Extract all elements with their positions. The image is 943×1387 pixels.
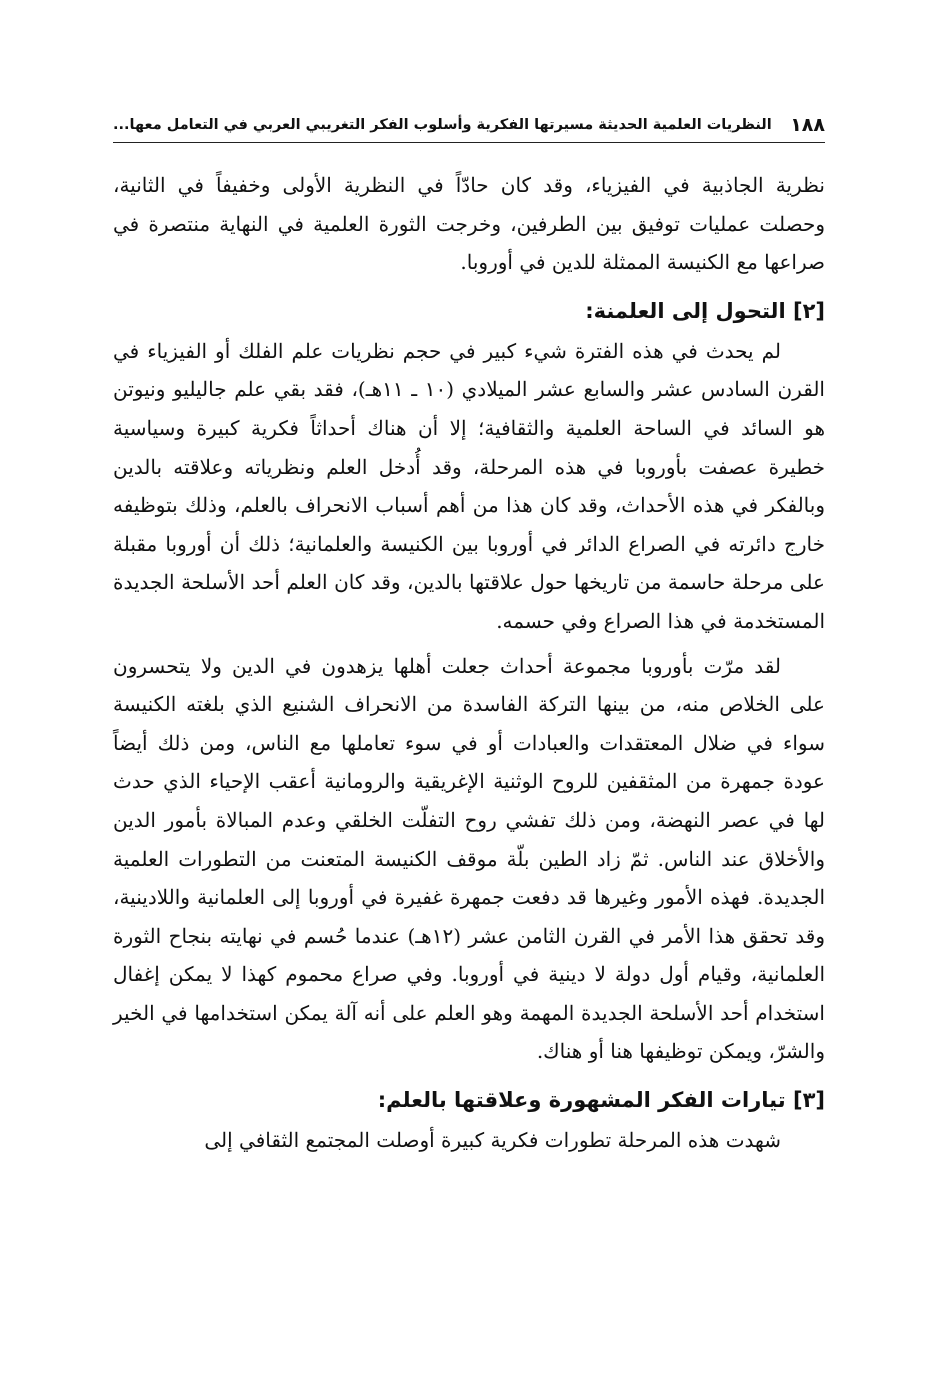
page-number: ١٨٨ [790, 114, 825, 136]
body-text [113, 166, 825, 1160]
intro-paragraph: نظرية الجاذبية في الفيزياء، وقد كان حادّاً في النظرية الأولى وخفيفاً في الثانية، وحصلت عمليات توفيق بين الطرفين، وخرجت الثورة العلمية في النهاية منتصرة في صراعها مع الكنيسة الممثلة للدين في أوروبا. [113, 173, 825, 275]
section-2-paragraph-1: لم يحدث في هذه الفترة شيء كبير في حجم نظريات علم الفلك أو الفيزياء في القرن السادس عشر والسابع عشر الميلادي (١٠ ـ ١١هـ)، فقد بقي علم جاليليو ونيوتن هو السائد في الساحة العلمية والثقافية؛ إلا أن هناك أحداثاً فكرية كبيرة وسياسية خطيرة عصفت بأوروبا في هذه المرحلة، وقد أُدخل العلم ونظرياته وعلاقته بالدين وبالفكر في هذه الأحداث، وقد كان هذا من أهم أسباب الانحراف بالعلم، وذلك بتوظيفه خارج دائرته في الصراع الدائر في أوروبا بين الكنيسة والعلمانية؛ ذلك أن أوروبا مقبلة على مرحلة حاسمة من تاريخها حول علاقتها بالدين، وقد كان العلم أحد الأسلحة الجديدة المستخدمة في هذا الصراع وفي حسمه. [113, 338, 825, 633]
section-3-paragraph-1: شهدت هذه المرحلة تطورات فكرية كبيرة أوصلت المجتمع الثقافي إلى [204, 1128, 781, 1153]
section-2-paragraph-2: لقد مرّت بأوروبا مجموعة أحداث جعلت أهلها يزهدون في الدين ولا يتحسرون على الخلاص منه، من بينها التركة الفاسدة من الانحراف الشنيع الذي بلغته الكنيسة سواء في ضلال المعتقدات والعبادات أو في سوء تعاملها مع الناس، ومن ذلك أيضاً عودة جمهرة من المثقفين للروح الوثنية الإغريقية والرومانية أعقب الإحياء الذي حدث لها في عصر النهضة، ومن ذلك تفشي روح التفلّت الخلقي وعدم المبالاة بأمور الدين والأخلاق عند الناس. ثمّ زاد الطين بلّة موقف الكنيسة المتعنت من التطورات العلمية الجديدة. فهذه الأمور وغيرها قد دفعت جمهرة غفيرة في أوروبا إلى العلمانية واللادينية، وقد تحقق هذا الأمر في القرن الثامن عشر (١٢هـ) عندما حُسم في نهايته بنجاح الثورة العلمانية، وقيام أول دولة لا دينية في أوروبا. وفي صراع محموم كهذا لا يمكن إغفال استخدام أحد الأسلحة الجديدة المهمة وهو العلم على أنه آلة يمكن استخدامها في الخير والشرّ، ويمكن توظيفها هنا أو هناك. [113, 653, 825, 1064]
section-heading-3: [٣] تيارات الفكر المشهورة وعلاقتها بالعلم: [377, 1088, 825, 1113]
section-heading-2: [٢] التحول إلى العلمنة: [585, 298, 825, 323]
running-header [113, 108, 825, 143]
running-title: النظريات العلمية الحديثة مسيرتها الفكرية وأسلوب الفكر التغريبي العربي في التعامل معها... [113, 117, 772, 133]
